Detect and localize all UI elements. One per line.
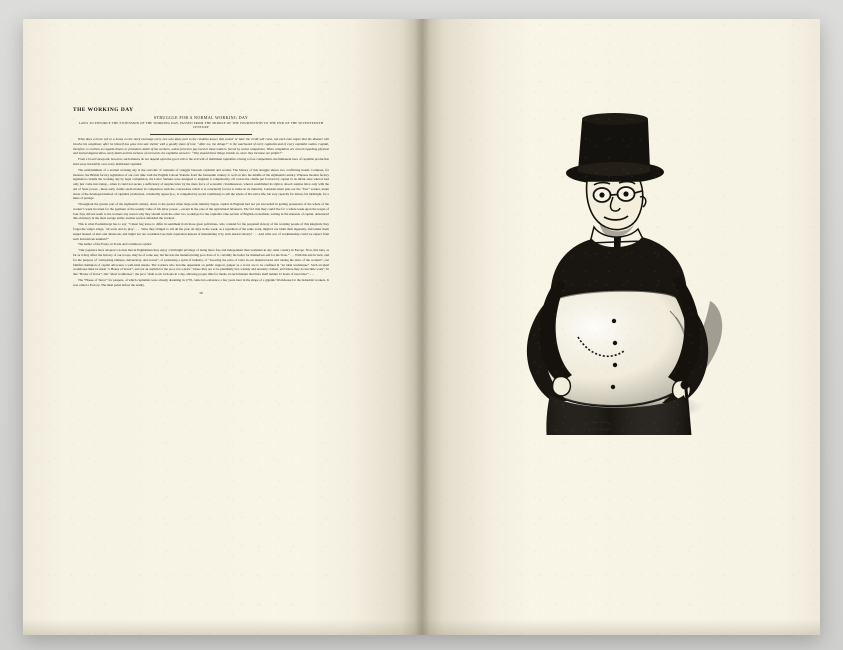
left-page-curvature-shadow [352, 19, 422, 635]
chapter-subheading: STRUGGLE FOR A NORMAL WORKING DAY [153, 114, 249, 120]
plate-caption: The Capitalist [591, 427, 612, 431]
body-paragraph: The author of the Essay on Trade and Commerce replies: [78, 242, 153, 247]
top-hat [566, 113, 664, 184]
plate-signature: Hugo Gellert [591, 420, 608, 424]
capitalist-figure-illustration [474, 105, 774, 435]
left-hand [552, 377, 570, 396]
body-paragraph: This is what Postlethwayt has to say: “I must beg leave to differ in sentiment from those great politicians, who contend for the perpetual slavery of the working people of this kingdom; they forget the vulgar adage, ‘all work and no play’. . . . Were they obliged to toil all the year, sit days in the week, as a repetition of the same work, might it not blunt their ingenuity, and render them stupid instead of alert and dexterous; and might not our workmen lose their reputation instead of maintaining it by such eternal slavery? . . . And what sort of workmanship could we expect from such hard-driven animals?” [73, 222, 329, 241]
open-book [23, 19, 820, 635]
heading-rule [150, 134, 252, 135]
body-paragraph: What does a horse sell to a house on the stock exchange every one who takes part in the rundolla knows that sooner or later the credit will come, but each man hopes that the disaster will involve his neighbour, after he himself has gone into sale shelter with a goodly share of loot. “After me, the deluge!” is the watchword of every capitalist and of every capitalist nation. Capital, therefore, is reckless as regards illness or premature death of the workers, unless forced to pay heed to these matters, forced by social compulsion. When complaints are voiced regarding physical and mental degeneration, early death and the tortures of overwork, the capitalist answers: “Why should these things trouble us, since they increase our profits?” [73, 137, 329, 156]
chapter-heading: THE WORKING DAY [73, 107, 134, 113]
body-paragraph: Throughout the greater part of the eighteenth century, down to the period when large-scale industry began, capital in England had not yet succeeded in getting possession of the whole of the worker’s week in return for the payment of the weekly value of his labor power,—except in the case of the agricultural labourers. The fact that they could live for a whole week upon the wages of four days did not seem to the workers any reason why they should work the other two workdays for the capitalist. One section of English economists, writing in the interests of capital, denounced this obstinacy in the most savage terms; another section defended the workers. [73, 202, 329, 221]
body-paragraph: From a broad viewpoint, however, such matters do not depend upon the good will or the evil will of individual capitalists. Owing to free competition, the immanent laws of capitalist production hold sway invariably over every individual capitalist. [73, 157, 329, 166]
lithograph-plate [474, 105, 774, 435]
text-block [73, 107, 329, 295]
chapter-note: LAWS TO ENFORCE THE EXTENSION OF THE WORKING DAY, PASSED FROM THE MIDDLE OF THE FOURTEENTH TO THE END OF THE SEVENTEENTH CENTURY [78, 120, 324, 130]
page-number: 58 [199, 291, 203, 296]
left-page-bottom-edge [23, 619, 422, 635]
right-page-bottom-edge [422, 619, 821, 635]
body-paragraph: The establishment of a normal working day is the outcome of centuries of struggle between capitalist and worker. The history of this struggle shows two conflicting trends. Compare, for instance, the British factory legislation of our own time with the English Labour Statutes from the fourteenth century to well on into the middle of the eighteenth century. Whereas modern factory legislation curtails the working day by legal compulsion, the Labor Statutes were designed to lengthen it compulsorily. Of course the claims put forward by capital in its infant state when it had only just come into being—when it could not secure a sufficiency of surplus labor by the mere force of economic circumstances, when it established its right to absorb surplus labor only with the aid of State power—these early claims seem modest in comparison with the concessions which it is reluctantly forced to make in its maturity. Centuries must pass ere the “free” worker, under stress of the developed method of capitalist production, voluntarily agrees (i.e., is compelled by social conditions) to sell the whole of his active life, his very capacity for labour, his birthright, for a mess of pottage. [73, 167, 329, 201]
body-paragraph: The “House of Terror” for paupers, of which capitalists were already dreaming in 1770, came into existence a few years later in the shape of a gigantic Workhouse for the industrial workers. It was called a Factory. The ideal paled before the reality. [73, 277, 329, 287]
book-left-page [23, 19, 422, 635]
book-right-page [422, 19, 821, 635]
body-paragraph: “Our populace have adopted a notion that in Englishmen they enjoy a birthright privilege of being more free and independent than workmen in any other country in Europe. Now, this idea, as far as it may affect the bravery of our troops, may be of some use; but the less the manufacturing poor have of it, certainly the better for themselves and for the State.” . . . With this and in view, and for the purpose of “extirpating idleness, debauchery, and excess”, of promoting a spirit of industry, of “lowering the price of labor in our manufactories and raising the labor of the workers”, our faithful champion of capital advocates a well-tried means. The workers who become dependent on public support, pauper as a word, are to be confined in “an ideal workhouse”. Such an ideal workhouse must be made “a House of Terror”, and not an asylum for the poor, not a place “where they are to be plentifully fed, warmly and decently clothed, and where they do but little work”. In this “House of Terror”, this “ideal workhouse”, the poor “shall work 14 hours in a day, allowing proper time for meals, in such manner that there shall remain 12 hours of neat labor”. . . . [73, 248, 329, 277]
